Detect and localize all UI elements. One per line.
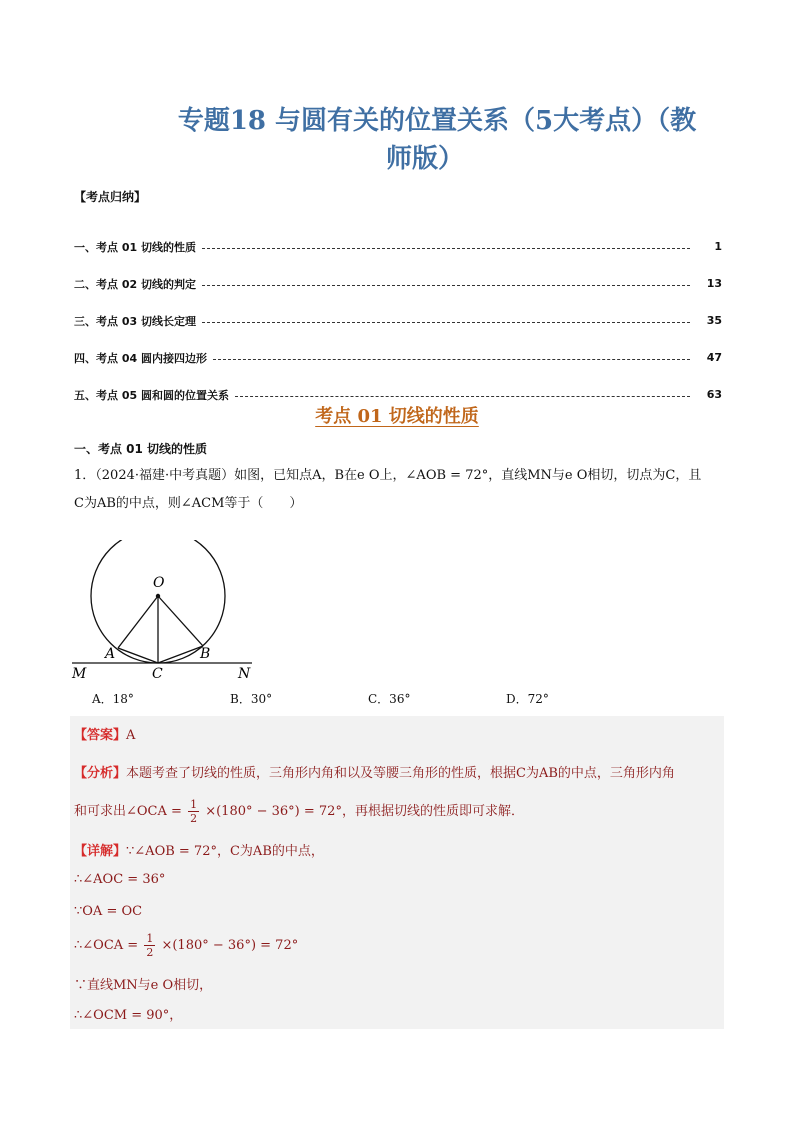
segment-cb [158,646,203,663]
detail-line-2: ∴∠AOC = 36° [74,872,166,887]
toc-leader-dots [202,248,690,249]
toc-item[interactable] [74,339,722,376]
option-b[interactable]: B．30° [230,692,273,706]
answer-line [74,724,135,743]
center-point [156,594,160,598]
segment-ac [118,648,158,663]
toc-item-page: 35 [706,314,722,327]
toc-heading: 【考点归纳】 [74,190,147,204]
detail-line-3: ∵OA = OC [74,904,143,919]
option-d[interactable]: D．72° [506,692,549,706]
analysis-line-1 [74,762,720,781]
analysis-text-2-post: ×(180° − 36°) = 72°，再根据切线的性质即可求解． [205,804,524,819]
analysis-text-2-pre: 和可求出∠OCA = [74,804,182,819]
toc-item-label: 五、考点 05 圆和圆的位置关系 [74,388,229,402]
fraction-denominator: 2 [146,946,154,959]
toc-item-page: 1 [714,240,722,253]
detail-tag: 【详解】 [74,844,127,859]
analysis-line-2 [74,798,524,825]
toc-item[interactable] [74,265,722,302]
label-m: M [72,666,87,680]
fraction [188,798,199,825]
detail-text-1: ∵∠AOB = 72°，C为AB的中点， [126,844,324,859]
fraction [144,932,155,959]
fraction-numerator: 1 [190,798,198,811]
title-line-1: 专题18 与圆有关的位置关系（5大考点）（教 [177,106,697,136]
segment-oa [118,596,158,648]
question-line-1: 1．（2024·福建·中考真题）如图，已知点A，B在e O上，∠AOB = 72°，直线MN与e O相切，切点为C，且 [74,468,702,483]
label-o: O [153,575,165,591]
detail-line-4 [74,932,298,959]
label-b: B [200,646,211,662]
answer-tag: 【答案】 [74,728,127,743]
geometry-figure [70,540,270,684]
toc-leader-dots [202,285,690,286]
label-a: A [105,646,116,662]
option-a[interactable]: A．18° [92,692,134,706]
toc-item[interactable] [74,228,722,265]
toc-item-label: 三、考点 03 切线长定理 [74,314,196,328]
detail-line-6: ∴∠OCM = 90°， [74,1008,183,1023]
toc-leader-dots [202,322,690,323]
toc-item-label: 一、考点 01 切线的性质 [74,240,196,254]
question-line-2: C为AB的中点，则∠ACM等于（ ） [74,496,303,511]
table-of-contents [74,228,722,413]
fraction-denominator: 2 [190,812,198,825]
fraction-numerator: 1 [146,932,154,945]
solution-panel [70,716,724,1029]
toc-leader-dots [235,396,690,397]
circle-tangent-diagram [70,540,270,680]
sub-heading: 一、考点 01 切线的性质 [74,442,208,456]
toc-item[interactable] [74,302,722,339]
detail-line-1 [74,840,324,859]
toc-item-label: 二、考点 02 切线的判定 [74,277,196,291]
option-c[interactable]: C．36° [368,692,411,706]
analysis-tag: 【分析】 [74,766,127,781]
document-title [100,102,750,178]
toc-leader-dots [213,359,690,360]
answer-options [92,690,652,707]
detail-line-5: ∵直线MN与e O相切， [74,978,213,993]
segment-ob [158,596,203,646]
toc-item-page: 47 [706,351,722,364]
detail-text-4-post: ×(180° − 36°) = 72° [161,938,299,953]
label-c: C [152,666,163,680]
label-n: N [238,666,251,680]
section-title-text: 考点 01 切线的性质 [315,406,479,427]
toc-item-page: 63 [706,388,722,401]
question-text [74,462,724,518]
section-title [0,402,794,428]
title-line-2: 师版） [385,144,464,174]
analysis-text-1: 本题考查了切线的性质，三角形内角和以及等腰三角形的性质，根据C为AB的中点，三角形内角 [126,766,675,781]
toc-item-page: 13 [706,277,722,290]
toc-item-label: 四、考点 04 圆内接四边形 [74,351,207,365]
answer-value: A [126,728,136,743]
detail-text-4-pre: ∴∠OCA = [74,938,139,953]
